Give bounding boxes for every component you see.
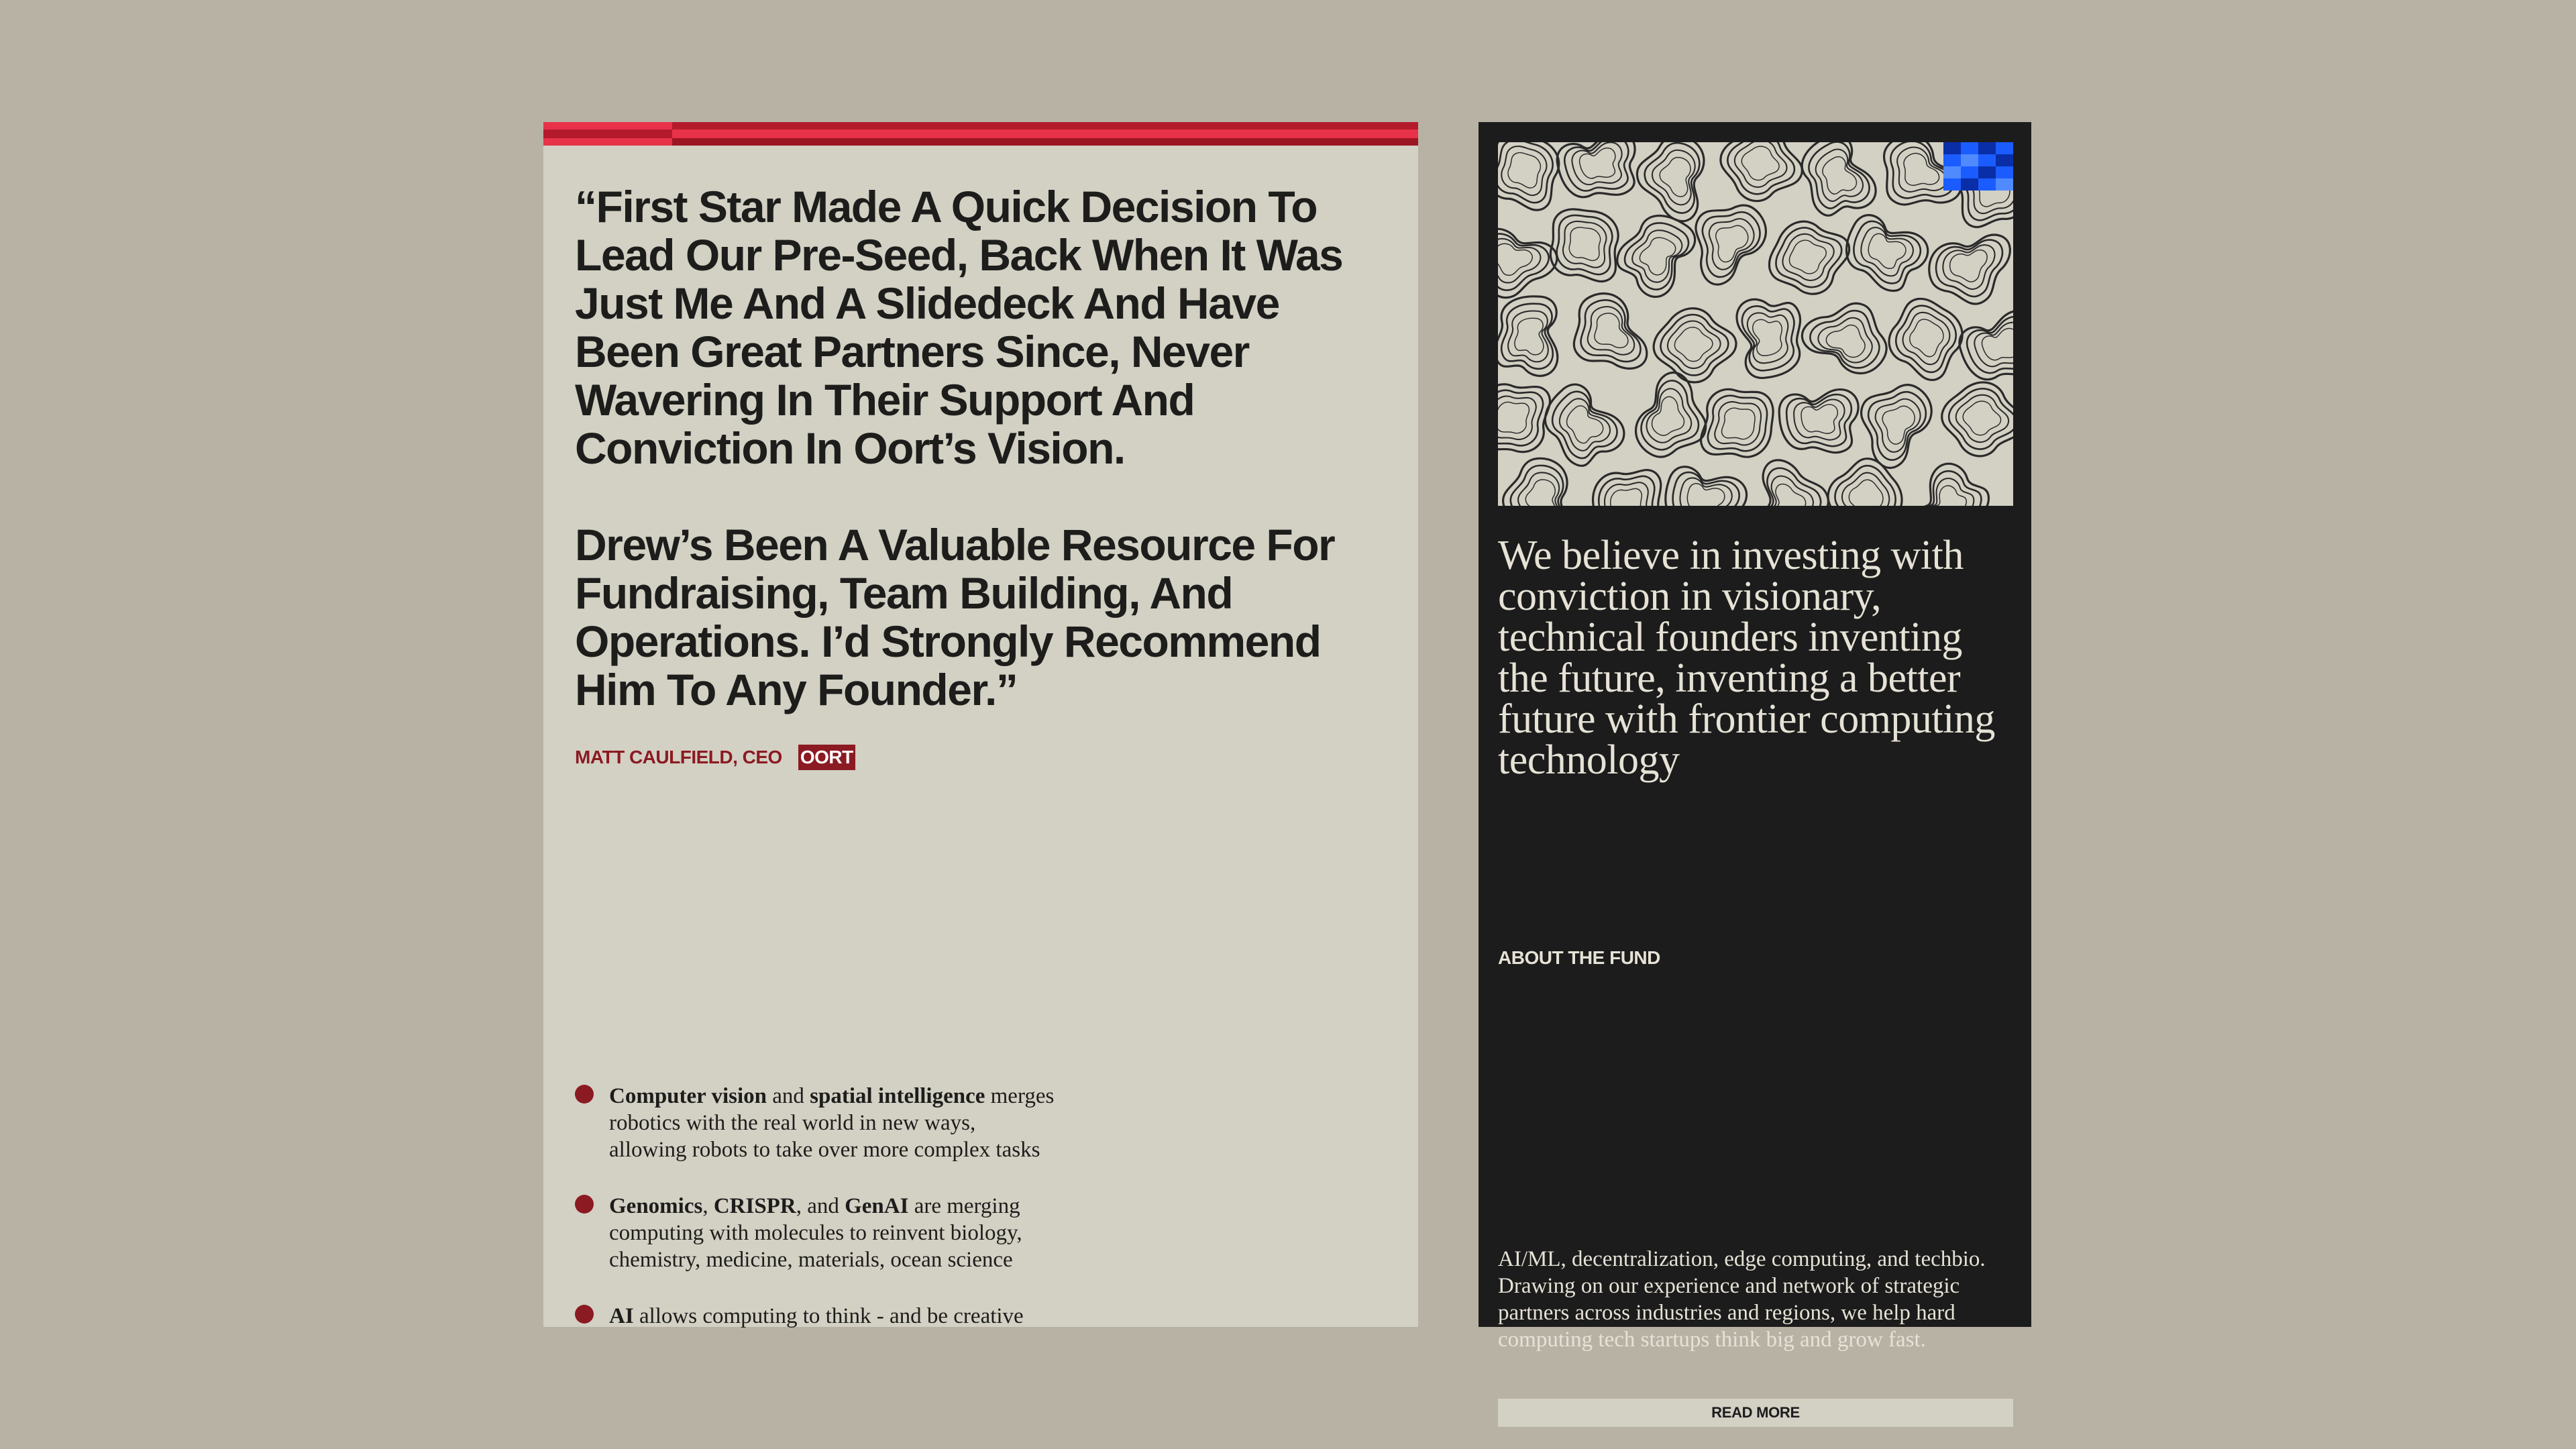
red-stripe-bar	[543, 122, 1418, 146]
quote-paragraph-2: Drew’s Been A Valuable Resource For Fundraising, Team Building, And Operations. I’d Strongly Recommend Him To Any Founder.”	[575, 520, 1335, 714]
author-name: MATT CAULFIELD, CEO	[575, 747, 782, 767]
about-the-fund-label: ABOUT THE FUND	[1498, 947, 1660, 968]
focus-areas-list	[575, 1083, 1058, 1359]
bold-term: AI	[609, 1304, 634, 1328]
quote-paragraph-1: “First Star Made A Quick Decision To Lead Our Pre-Seed, Back When It Was Just Me And A Slidedeck And Have Been Great Partners Since, Never Wavering In Their Support And Conviction In Oort’s Vision.	[575, 182, 1343, 473]
fund-headline: We believe in investing with conviction in visionary, technical founders inventing the future, inventing a better future with frontier computing technology	[1498, 533, 1995, 783]
list-item	[575, 1083, 1058, 1163]
list-item	[575, 1193, 1058, 1273]
company-logo-badge: OORT	[798, 745, 855, 770]
stripe-tab	[543, 122, 672, 146]
bold-term: Computer vision	[609, 1084, 767, 1108]
bold-term: CRISPR	[713, 1194, 796, 1218]
pixel-logo-icon	[1943, 142, 2013, 191]
item-text: are merging computing with molecules to reinvent biology, chemistry, medicine, materials, ocean science	[609, 1194, 1022, 1272]
item-text: and	[767, 1084, 810, 1108]
bullet-dot-icon	[575, 1085, 594, 1104]
blob-pattern-image	[1498, 142, 2013, 506]
item-text: ,	[702, 1194, 714, 1218]
bullet-dot-icon	[575, 1305, 594, 1324]
item-text: merges robotics with the real world in new ways, allowing robots to take over more complex tasks	[609, 1084, 1055, 1162]
testimonial-quote	[575, 182, 1393, 762]
item-text: , and	[796, 1194, 845, 1218]
bold-term: GenAI	[845, 1194, 909, 1218]
fund-description: AI/ML, decentralization, edge computing, and techbio. Drawing on our experience and network of strategic partners across industries and regions, we help hard computing tech startups think big and grow fast.	[1498, 1247, 1986, 1352]
list-item	[575, 1303, 1058, 1330]
bold-term: spatial intelligence	[810, 1084, 985, 1108]
item-text: allows computing to think - and be creative	[633, 1304, 1024, 1328]
bold-term: Genomics	[609, 1194, 703, 1218]
quote-attribution	[575, 745, 855, 770]
fund-card	[1479, 122, 2031, 1421]
concentric-blob-pattern-icon	[1498, 142, 2013, 506]
read-more-button[interactable]: READ MORE	[1498, 1399, 2013, 1427]
bullet-dot-icon	[575, 1195, 594, 1214]
testimonial-card	[543, 122, 1418, 1327]
